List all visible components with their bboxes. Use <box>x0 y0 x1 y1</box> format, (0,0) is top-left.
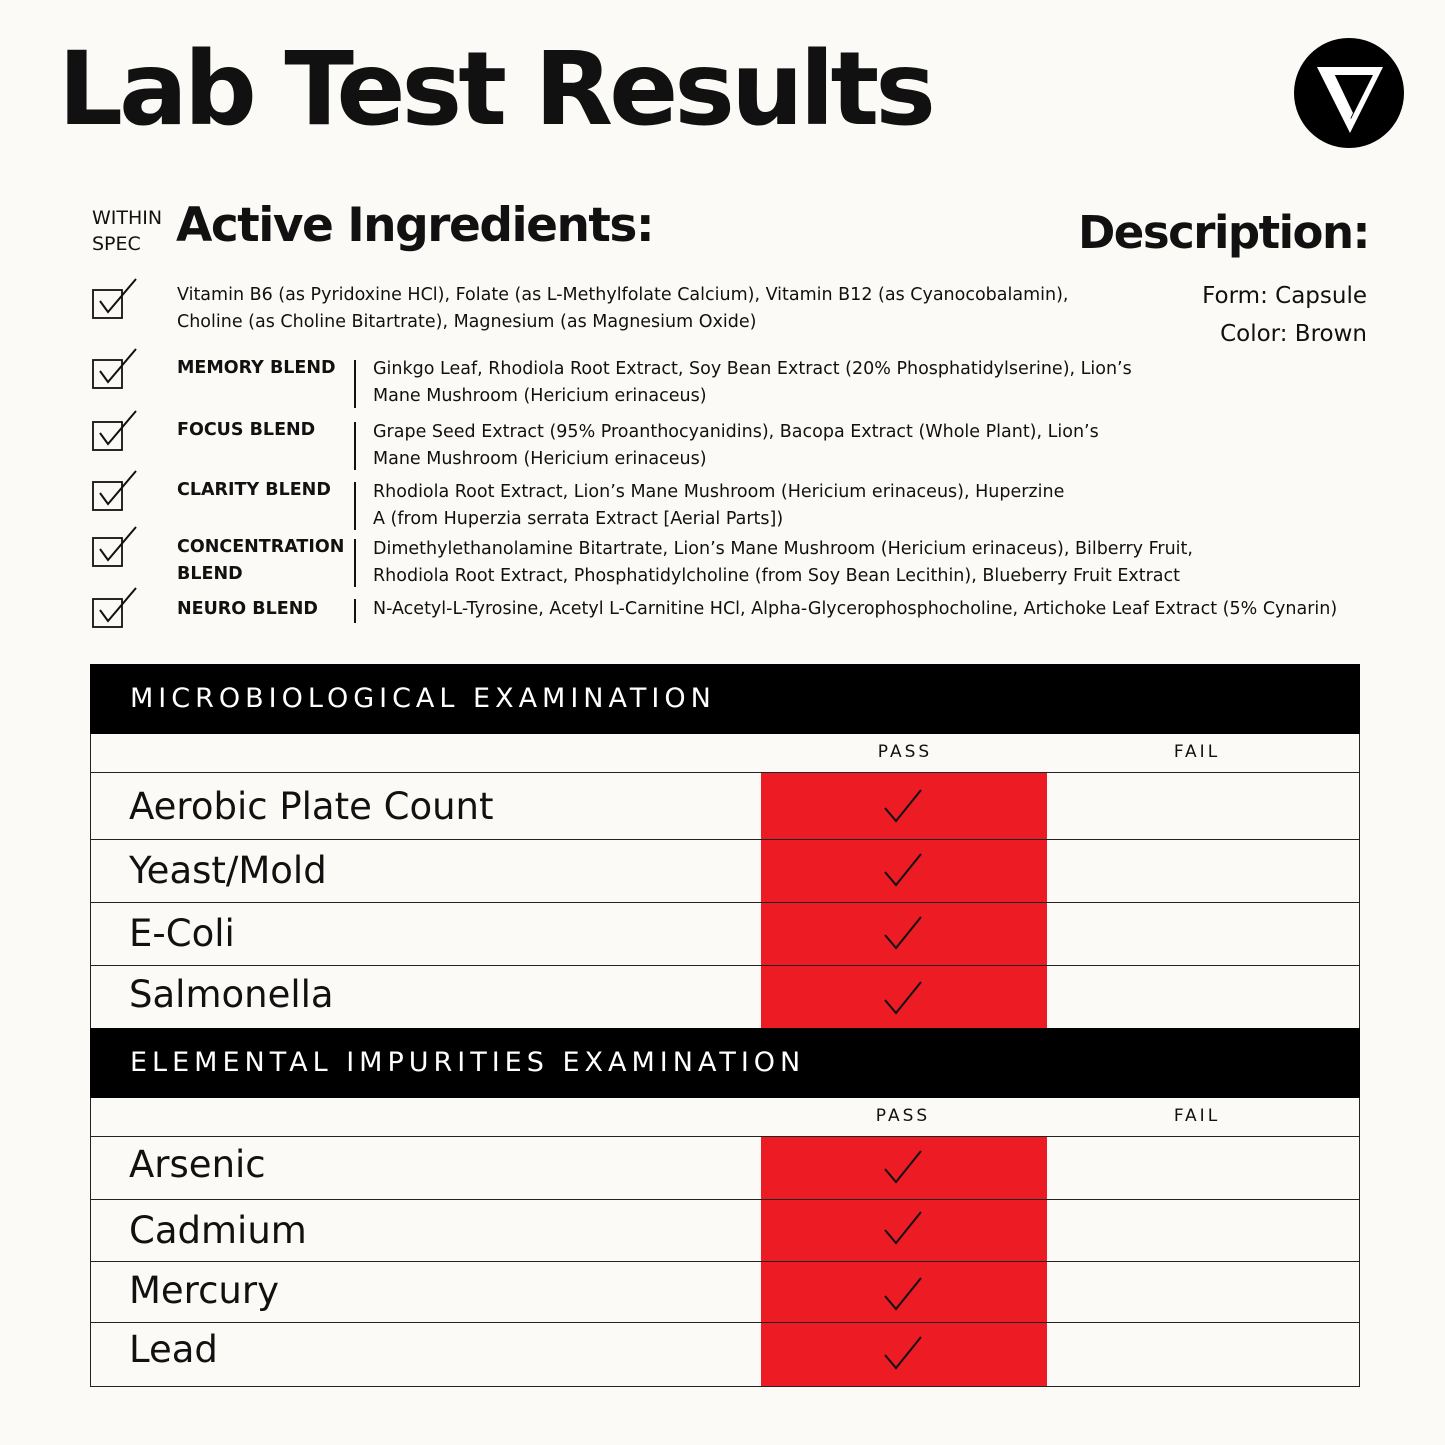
checkbox-checked-icon <box>92 469 138 513</box>
test-name: Salmonella <box>129 973 334 1016</box>
table-row <box>90 903 1360 966</box>
checkmark-icon <box>883 1210 923 1248</box>
blend-ingredients-focus: Grape Seed Extract (95% Proanthocyanidins), Bacopa Extract (Whole Plant), Lion’s Mane Mushroom (Hericium erinaceus) <box>373 422 1099 469</box>
checkmark-icon <box>883 1335 923 1373</box>
test-name: E-Coli <box>129 912 235 955</box>
fail-column-label: FAIL <box>1173 1106 1221 1126</box>
description-color: Color: Brown <box>1220 321 1367 347</box>
checkbox-checked-icon <box>92 586 138 630</box>
checkmark-icon <box>883 980 923 1018</box>
table-row <box>90 1323 1360 1387</box>
checkmark-icon <box>883 915 923 953</box>
pass-cell <box>761 1200 1047 1261</box>
checkmark-icon <box>883 1276 923 1314</box>
blend-name-neuro: NEURO BLEND <box>177 599 318 619</box>
blend-name-memory: MEMORY BLEND <box>177 358 336 378</box>
checkbox-checked-icon <box>92 525 138 569</box>
blend-divider <box>354 599 356 623</box>
checkbox-checked-icon <box>92 409 138 453</box>
test-name: Cadmium <box>129 1209 307 1252</box>
microbiological-section-header: MICROBIOLOGICAL EXAMINATION <box>90 664 1360 734</box>
table-row <box>90 1200 1360 1262</box>
blend-divider <box>354 482 356 530</box>
description-form: Form: Capsule <box>1202 283 1367 309</box>
pass-cell <box>761 966 1047 1028</box>
blend-ingredients-concentration: Dimethylethanolamine Bitartrate, Lion’s Mane Mushroom (Hericium erinaceus), Bilberry Fruit, Rhodiola Root Extract, Phosphatidylcholine (from Soy Bean Lecithin), Blueberry Fruit Extract <box>373 539 1193 586</box>
pass-cell <box>761 773 1047 839</box>
within-spec-label: WITHIN SPEC <box>92 207 163 255</box>
blend-divider <box>354 422 356 470</box>
elemental-column-header <box>90 1098 1360 1137</box>
pass-cell <box>761 1262 1047 1322</box>
active-ingredients-heading: Active Ingredients: <box>176 198 654 253</box>
elemental-section-header: ELEMENTAL IMPURITIES EXAMINATION <box>90 1028 1360 1098</box>
pass-column-label: PASS <box>877 742 933 762</box>
blend-ingredients-clarity: Rhodiola Root Extract, Lion’s Mane Mushroom (Hericium erinaceus), Huperzine A (from Huperzia serrata Extract [Aerial Parts]) <box>373 482 1065 529</box>
brand-logo-icon <box>1293 37 1405 149</box>
pass-column-label: PASS <box>875 1106 931 1126</box>
table-row <box>90 1262 1360 1323</box>
microbiological-column-header <box>90 734 1360 773</box>
pass-cell <box>761 903 1047 965</box>
test-name: Arsenic <box>129 1143 266 1186</box>
vitamins-list: Vitamin B6 (as Pyridoxine HCl), Folate (as L-Methylfolate Calcium), Vitamin B12 (as Cyanocobalamin), Choline (as Choline Bitartrate), Magnesium (as Magnesium Oxide) <box>177 285 1069 332</box>
table-row <box>90 966 1360 1028</box>
checkbox-checked-icon <box>92 277 138 321</box>
blend-name-focus: FOCUS BLEND <box>177 420 316 440</box>
checkbox-checked-icon <box>92 347 138 391</box>
table-row <box>90 1137 1360 1200</box>
fail-column-label: FAIL <box>1173 742 1221 762</box>
test-name: Yeast/Mold <box>129 849 327 892</box>
test-name: Mercury <box>129 1269 279 1312</box>
blend-divider <box>354 360 356 408</box>
pass-cell <box>761 840 1047 902</box>
checkmark-icon <box>883 1149 923 1187</box>
checkmark-icon <box>883 788 923 826</box>
test-name: Lead <box>129 1328 218 1371</box>
blend-ingredients-memory: Ginkgo Leaf, Rhodiola Root Extract, Soy Bean Extract (20% Phosphatidylserine), Lion’s Mane Mushroom (Hericium erinaceus) <box>373 359 1132 406</box>
pass-cell <box>761 1323 1047 1386</box>
blend-name-clarity: CLARITY BLEND <box>177 480 331 500</box>
blend-ingredients-neuro: N-Acetyl-L-Tyrosine, Acetyl L-Carnitine HCl, Alpha-Glycerophosphocholine, Artichoke Leaf Extract (5% Cynarin) <box>373 599 1338 619</box>
page-title: Lab Test Results <box>58 30 933 149</box>
table-row <box>90 840 1360 903</box>
blend-name-concentration: CONCENTRATION BLEND <box>177 537 345 584</box>
test-name: Aerobic Plate Count <box>129 785 494 828</box>
pass-cell <box>761 1137 1047 1199</box>
checkmark-icon <box>883 852 923 890</box>
description-heading: Description: <box>1077 206 1369 259</box>
table-row <box>90 773 1360 840</box>
blend-divider <box>354 539 356 587</box>
